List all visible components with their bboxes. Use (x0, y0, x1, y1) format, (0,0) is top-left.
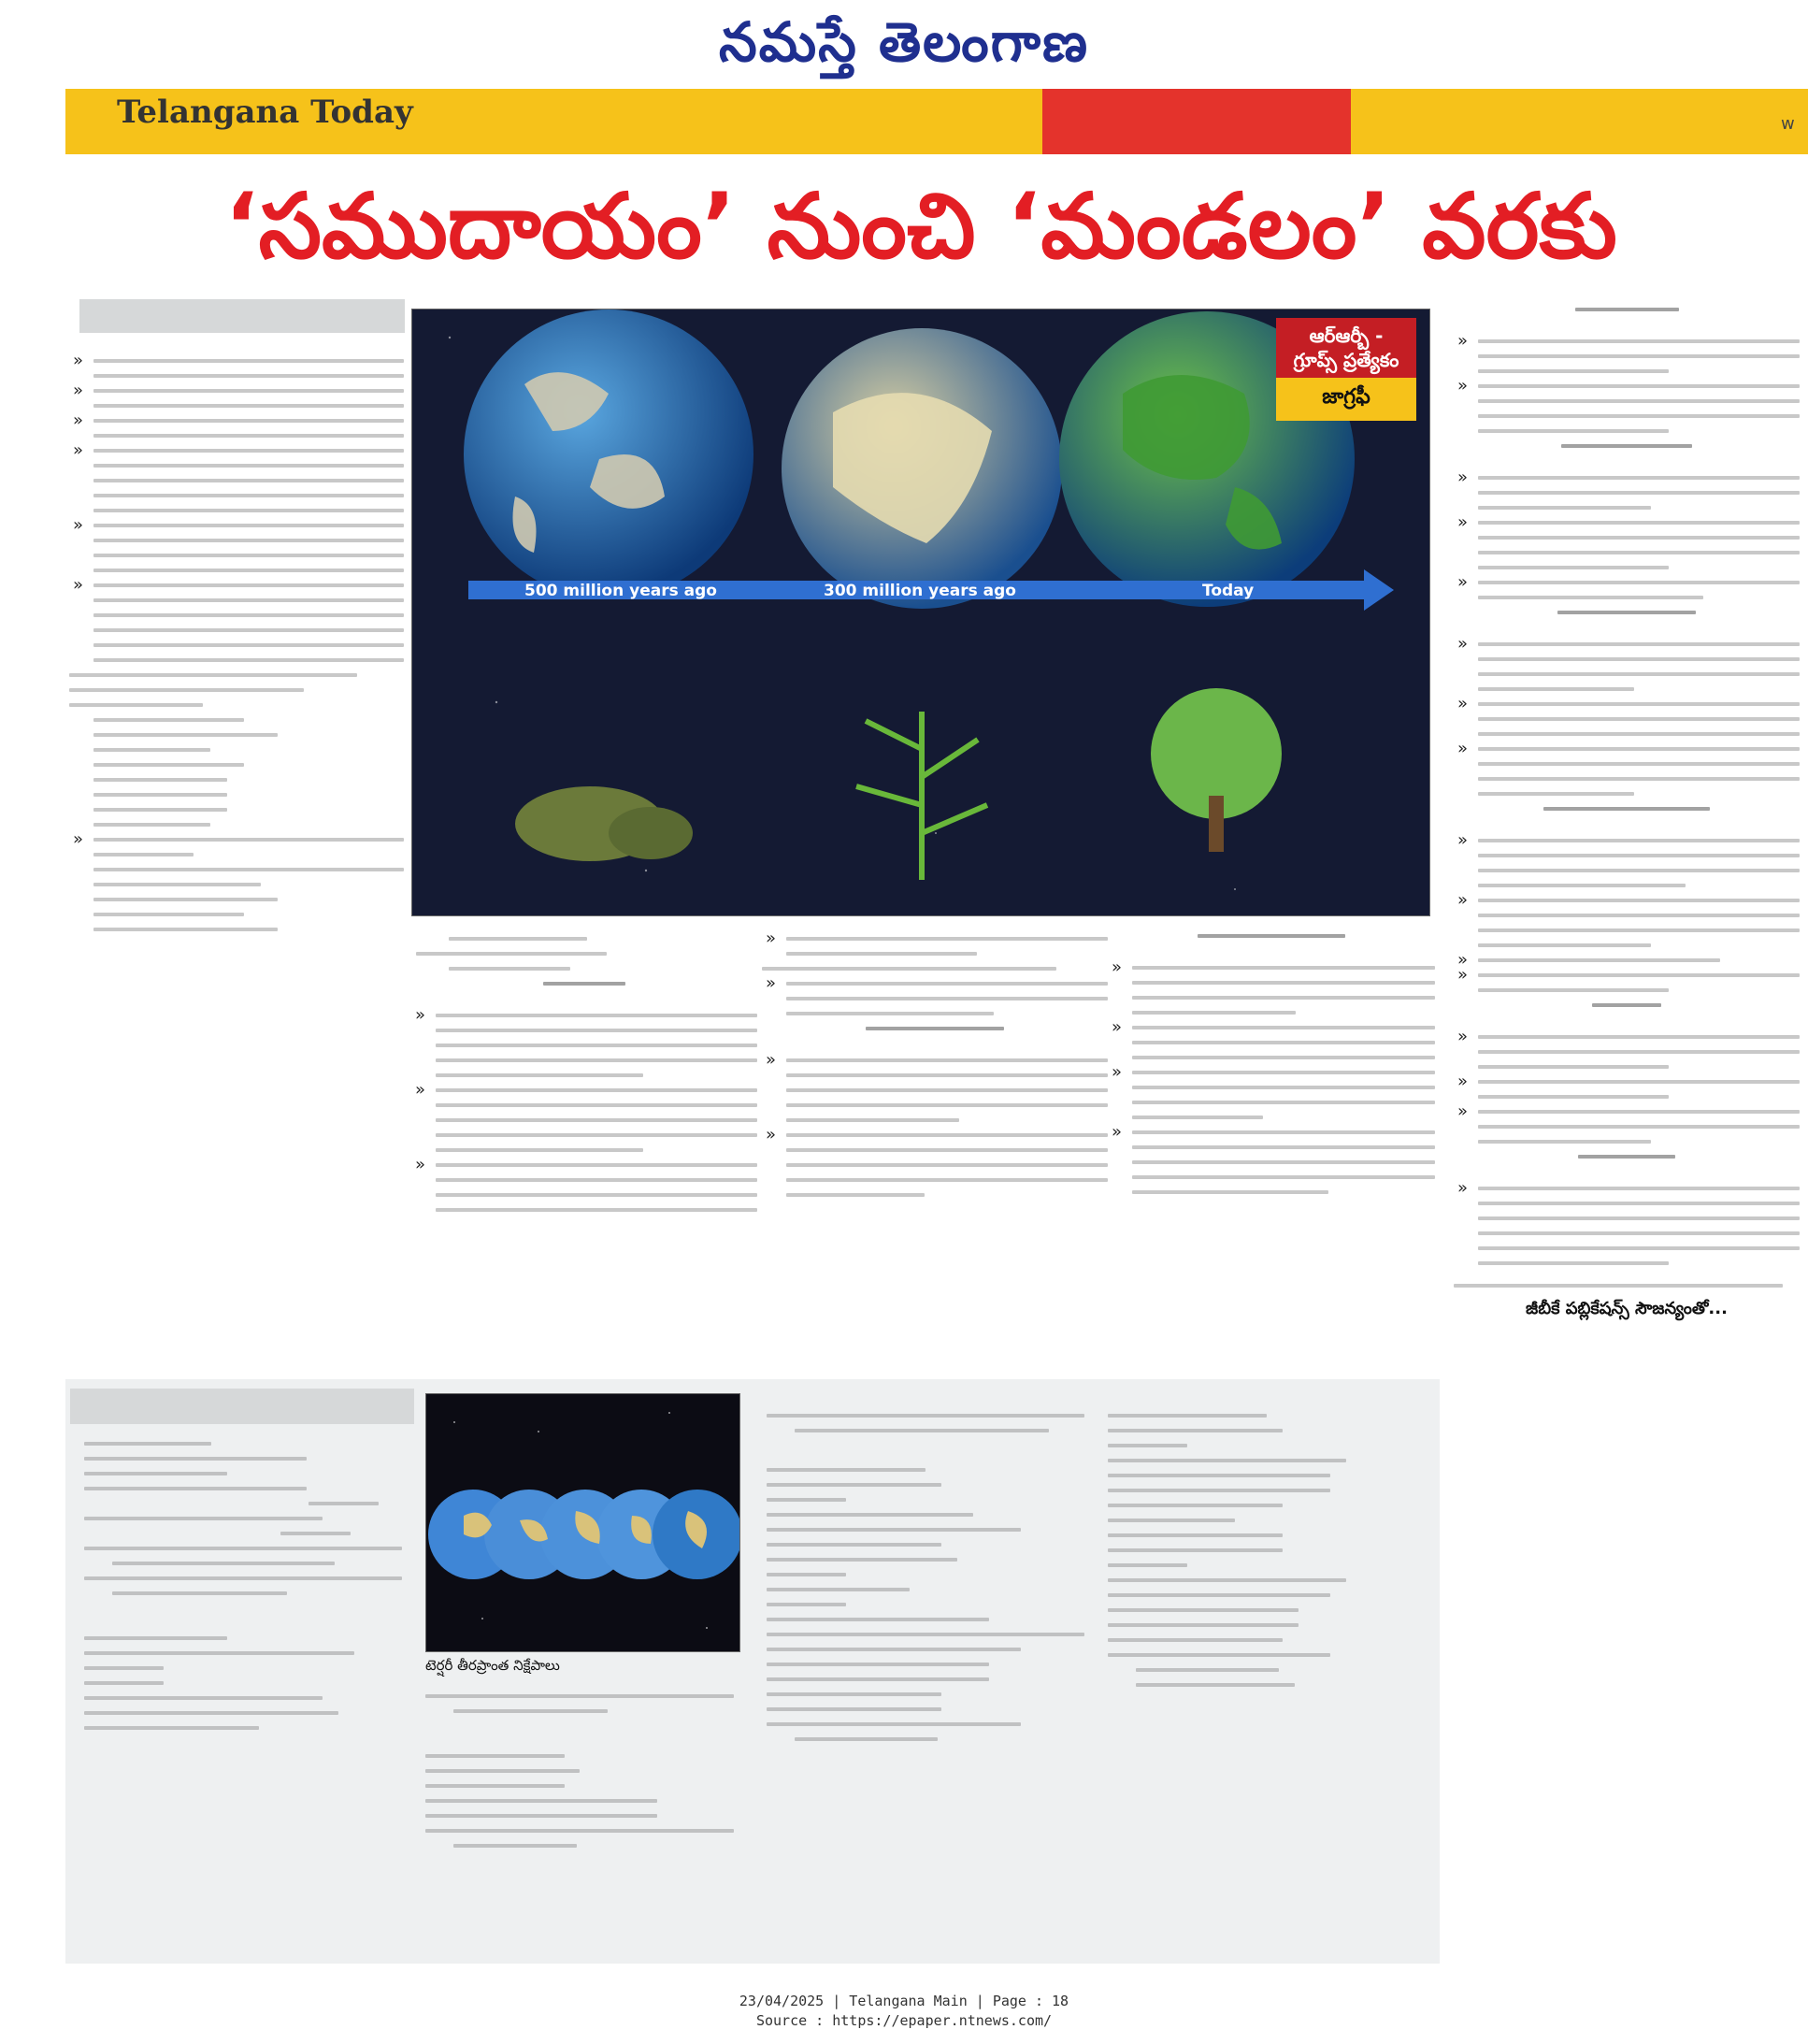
bullet-item (411, 1088, 757, 1152)
bullet-item (1108, 1130, 1435, 1194)
subsection-heading (1108, 934, 1435, 955)
page-footer (0, 1992, 1808, 2031)
bullet-item (762, 1058, 1108, 1122)
bullet-item (1454, 581, 1800, 599)
left-column (65, 299, 411, 1346)
bullet-item (762, 982, 1108, 1015)
right-column (1454, 299, 1800, 1964)
timeline-label: 500 million years ago (524, 582, 717, 600)
bullet-item (1454, 521, 1800, 569)
bullet-item (1454, 339, 1800, 373)
subsection-heading (1454, 1003, 1800, 1024)
globes-caption: టెర్షరీ తీరప్రాంత నిక్షేపాలు (425, 1657, 560, 1674)
bullet-item (1108, 1026, 1435, 1059)
subsection-heading (1454, 444, 1800, 465)
bottom-column-4 (1108, 1403, 1426, 1698)
footer-source-link[interactable]: Source : https://epaper.ntnews.com/ (755, 2012, 1053, 2029)
middle-column-b (762, 926, 1108, 1356)
newspaper-title: నమస్తే తెలంగాణ (719, 10, 1089, 74)
bullet-item (69, 389, 404, 408)
bullet-item (1454, 899, 1800, 947)
subsection-heading (411, 982, 757, 1002)
timeline-label: 300 million years ago (824, 582, 1016, 600)
bottom-column-1 (84, 1431, 402, 1741)
subsection-heading (762, 1027, 1108, 1047)
bullet-item (1454, 1110, 1800, 1144)
bullet-item (69, 583, 404, 662)
bullet-item (1108, 966, 1435, 1015)
bullet-item (411, 1014, 757, 1077)
bullet-item (1454, 839, 1800, 887)
globes-illustration (426, 1394, 739, 1651)
bullet-item (1454, 384, 1800, 433)
bullet-item (1454, 702, 1800, 736)
footer-date-line: 23/04/2025 | Telangana Main | Page : 18 (739, 1993, 1069, 2009)
bottom-column-3 (767, 1403, 1084, 1752)
middle-column-a (411, 926, 757, 1356)
bullet-item (1454, 958, 1800, 962)
tag-box (1276, 318, 1416, 421)
bottom-column-2 (425, 1683, 734, 1859)
tag-subject: జాగ్రఫీ (1276, 378, 1416, 421)
banner-brand: Telangana Today (117, 94, 413, 131)
timeline-label: Today (1202, 582, 1255, 600)
bullet-item (69, 838, 404, 856)
bullet-item (1454, 747, 1800, 796)
bullet-item (411, 1163, 757, 1212)
bullet-item (1454, 476, 1800, 510)
banner-edge-text: w (1781, 114, 1795, 134)
bullet-item (69, 524, 404, 572)
tag-line: గ్రూప్స్ ప్రత్యేకం (1293, 349, 1399, 371)
banner-red-logo (1042, 89, 1351, 154)
masthead (0, 0, 1808, 89)
bullet-item (762, 1133, 1108, 1197)
bullet-item (1108, 1071, 1435, 1119)
bullet-item (69, 359, 404, 378)
bullet-item (1454, 642, 1800, 691)
bullet-item (69, 419, 404, 438)
subsection-heading (1454, 807, 1800, 828)
subsection-heading (1454, 611, 1800, 631)
globes-image (425, 1393, 740, 1652)
bullet-item (1454, 1080, 1800, 1099)
middle-column-c (1108, 926, 1435, 1356)
bullet-item (1454, 973, 1800, 992)
tag-line: ఆర్ఆర్బీ - (1309, 324, 1384, 347)
bullet-item (69, 449, 404, 512)
page-headline: ‘సముదాయం’ నుంచి ‘మండలం’ వరకు (224, 174, 1617, 279)
section-heading-left (79, 299, 405, 333)
section-heading-bottom (70, 1389, 414, 1424)
bullet-item (1454, 1035, 1800, 1069)
subsection-heading (1454, 1155, 1800, 1175)
credit-line: జీబీకే పబ్లికేషన్స్ సౌజన్యంతో... (1526, 1299, 1728, 1318)
subsection-heading (1454, 308, 1800, 328)
earth-globe-500 (464, 309, 753, 599)
bullet-item (1454, 1187, 1800, 1265)
bullet-item (762, 937, 1108, 956)
